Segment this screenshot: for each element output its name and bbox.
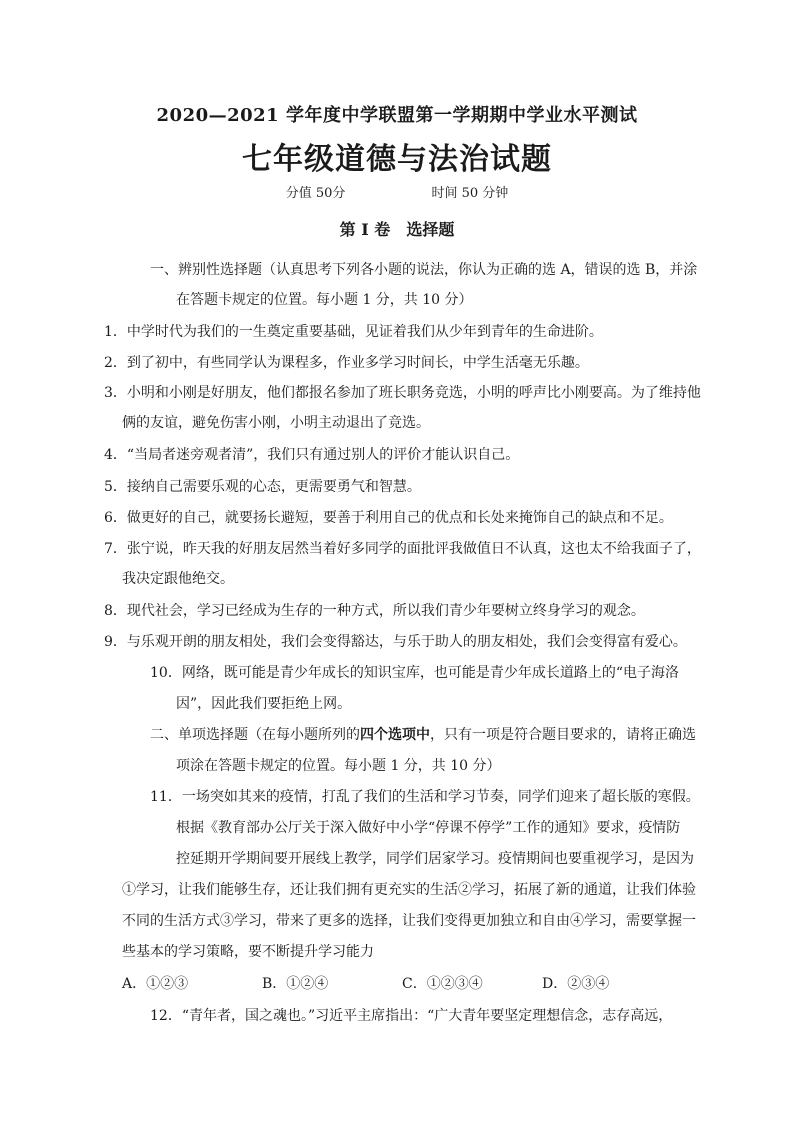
question-7-line2: 我决定跟他绝交。 <box>122 571 234 587</box>
question-6: 6．做更好的自己，就要扬长避短，要善于利用自己的优点和长处来掩饰自己的缺点和不足。 <box>104 510 673 526</box>
question-10-line2: 因”，因此我们要拒绝上网。 <box>176 696 352 712</box>
part1-instruction-line1: 一、辨别性选择题（认真思考下列各小题的说法，你认为正确的选 A，错误的选 B，并涂 <box>150 262 698 278</box>
subject-title: 七年级道德与法治试题 <box>242 142 552 177</box>
question-11-line1: 11．一场突如其来的疫情，打乱了我们的生活和学习节奏，同学们迎来了超长版的寒假。 <box>150 789 700 805</box>
question-11-line4: ①学习，让我们能够生存，还让我们拥有更充实的生活②学习，拓展了新的通道，让我们体验 <box>122 882 696 898</box>
exam-title: 2020—2021 学年度中学联盟第一学期期中学业水平测试 <box>156 105 638 126</box>
part2-instruction-a: 二、单项选择题（在每小题所列的 <box>150 727 360 743</box>
question-12-line1: 12．“青年者，国之魂也。”习近平主席指出：“广大青年要坚定理想信念，志存高远， <box>150 1008 673 1024</box>
question-7-line1: 7．张宁说，昨天我的好朋友居然当着好多同学的面批评我做值日不认真，这也太不给我面子了， <box>104 541 701 557</box>
question-4: 4．“当局者迷旁观者清”，我们只有通过别人的评价才能认识自己。 <box>104 447 520 463</box>
question-5: 5．接纳自己需要乐观的心态，更需要勇气和智慧。 <box>104 479 421 495</box>
question-10-line1: 10．网络，既可能是青少年成长的知识宝库，也可能是青少年成长道路上的“电子海洛 <box>150 665 679 681</box>
question-2: 2．到了初中，有些同学认为课程多，作业多学习时间长，中学生活毫无乐趣。 <box>104 355 589 371</box>
question-9: 9．与乐观开朗的朋友相处，我们会变得豁达，与乐于助人的朋友相处，我们会变得富有爱心。 <box>104 634 687 650</box>
exam-meta <box>0 184 794 204</box>
question-11-line6: 些基本的学习策略，要不断提升学习能力 <box>122 944 374 960</box>
time-info: 时间 50 分钟 <box>431 186 509 201</box>
option-a: A．①②③ <box>122 976 189 992</box>
section-name: 选择题 <box>406 220 455 239</box>
part2-instruction-emphasis: 四个选项中 <box>360 727 430 743</box>
question-8: 8．现代社会，学习已经成为生存的一种方式，所以我们青少年要树立终身学习的观念。 <box>104 603 645 619</box>
option-b: B．①②④ <box>262 976 329 992</box>
option-c: C．①②③④ <box>402 976 483 992</box>
part2-instruction-line2: 项涂在答题卡规定的位置。每小题 1 分，共 10 分） <box>176 758 501 774</box>
question-11-line3: 控延期开学期间要开展线上教学，同学们居家学习。疫情期间也要重视学习，是因为 <box>176 851 694 867</box>
score-info: 分值 50分 <box>285 186 346 201</box>
question-3-line2: 俩的友谊，避免伤害小刚，小明主动退出了竞选。 <box>122 415 430 431</box>
question-11-line5: 不同的生活方式③学习，带来了更多的选择，让我们变得更加独立和自由④学习，需要掌握一 <box>122 913 696 929</box>
part2-instruction-line1 <box>150 725 696 745</box>
question-3-line1: 3．小明和小刚是好朋友，他们都报名参加了班长职务竞选，小明的呼声比小刚要高。为了维持他 <box>104 385 701 401</box>
part2-instruction-c: ，只有一项是符合题目要求的，请将正确选 <box>430 727 696 743</box>
section-part: 第 Ⅰ 卷 <box>339 220 391 239</box>
question-1: 1．中学时代为我们的一生奠定重要基础，见证着我们从少年到青年的生命进阶。 <box>104 324 603 340</box>
section-heading <box>0 220 794 240</box>
part1-instruction-line2: 在答题卡规定的位置。每小题 1 分，共 10 分） <box>176 292 473 308</box>
question-11-line2: 根据《教育部办公厅关于深入做好中小学“停课不停学”工作的通知》要求，疫情防 <box>176 820 681 836</box>
option-d: D．②③④ <box>542 976 610 992</box>
